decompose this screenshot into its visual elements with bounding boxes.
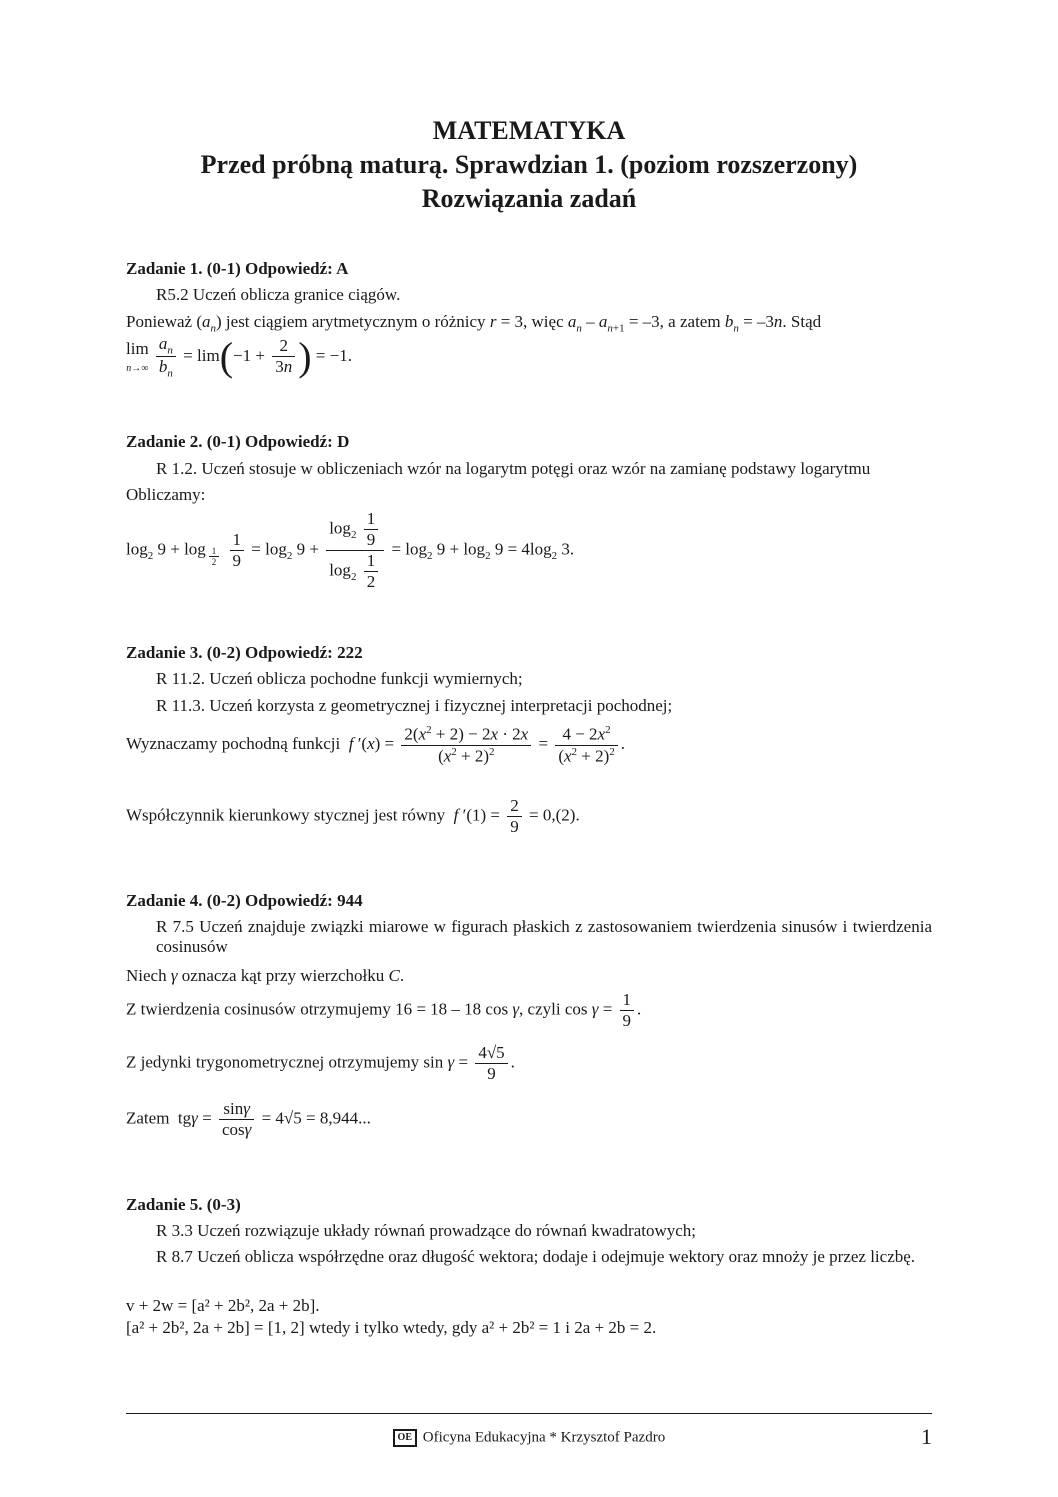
page-title: MATEMATYKA — [432, 116, 626, 145]
task-2-text: Obliczamy: — [126, 485, 206, 504]
footer — [0, 1429, 1058, 1447]
task-4-line-3: Z jedynki trygonometrycznej otrzymujemy sin γ = $\frac{4√5}{9}$ . — [126, 1043, 515, 1083]
task-4-requirement: R 7.5 Uczeń znajduje związki miarowe w figurach płaskich z zastosowaniem twierdzenia sinusów i twierdzenia cosinusów — [156, 917, 932, 956]
task-5-requirement-1: R 3.3 Uczeń rozwiązuje układy równań prowadzące do równań kwadratowych; — [156, 1221, 697, 1240]
page-subtitle-2: Rozwiązania zadań — [421, 184, 637, 213]
task-3-heading: Zadanie 3. (0-2) Odpowiedź: 222 — [126, 643, 363, 662]
task-1-heading: Zadanie 1. (0-1) Odpowiedź: A — [126, 259, 349, 278]
task-1-requirement: R5.2 Uczeń oblicza granice ciągów. — [156, 285, 401, 304]
page-number: 1 — [921, 1424, 932, 1449]
publisher-name: Oficyna Edukacyjna * Krzysztof Pazdro — [422, 1429, 666, 1446]
task-1-text: Ponieważ $(a_n)$ jest ciągiem arytmetycznym o różnicy r = 3, więc $a_n - a_{n+1} = -3$, a zatem $b_n = -3n$. Stąd — [126, 312, 822, 335]
task-2-formula: $\log_2 9 + \log$ $_{\frac{1}{2}}$ $\frac{1}{9}$ = $\log_2 9$ + $\log_2$ $\frac{1}{9}$ $\log_2$ $\frac{1}{2}$ = $\log_2 9 + \log_2 9 = 4\log_2$ 3. — [126, 509, 575, 591]
task-3-text-2: Współczynnik kierunkowy stycznej jest równy — [126, 805, 446, 825]
task-5-line-1: v + 2w = [a² + 2b², 2a + 2b]. — [126, 1296, 320, 1315]
task-4-line-1: Niech γ oznacza kąt przy wierzchołku C. — [126, 966, 405, 985]
task-3-derivative: Wyznaczamy pochodną funkcji f ′(x) = $\frac{2(x^2 + 2) - 2x \cdot 2x}{(x^2 + 2)^2}$ = $\frac{4 - 2x^2}{(x^2 + 2)^2}$ . — [126, 724, 626, 766]
task-5-heading: Zadanie 5. (0-3) — [126, 1195, 241, 1214]
task-5-line-2: [a² + 2b², 2a + 2b] = [1, 2] wtedy i tylko wtedy, gdy a² + 2b² = 1 i 2a + 2b = 2. — [126, 1318, 657, 1337]
task-3-text-1: Wyznaczamy pochodną funkcji — [126, 734, 341, 754]
page-subtitle: Przed próbną maturą. Sprawdzian 1. (poziom rozszerzony) — [200, 150, 858, 179]
task-4-line-2: Z twierdzenia cosinusów otrzymujemy 16 = 18 – 18 cos γ, czyli cos γ = $\frac{1}{9}$ . — [126, 990, 642, 1030]
task-1-formula: lim n→∞ $\frac{a_n}{b_n}$ = lim(−1 + $\frac{2}{3n}$ ) = −1. — [126, 333, 352, 380]
task-3-slope: Współczynnik kierunkowy stycznej jest równy f ′(1) = $\frac{2}{9}$ = 0,(2). — [126, 796, 580, 836]
footer-rule — [126, 1413, 932, 1414]
task-2-heading: Zadanie 2. (0-1) Odpowiedź: D — [126, 432, 350, 451]
publisher-logo-icon: OE — [393, 1429, 417, 1447]
task-4-heading: Zadanie 4. (0-2) Odpowiedź: 944 — [126, 891, 363, 910]
task-3-requirement-2: R 11.3. Uczeń korzysta z geometrycznej i fizycznej interpretacji pochodnej; — [156, 696, 673, 715]
task-3-requirement-1: R 11.2. Uczeń oblicza pochodne funkcji wymiernych; — [156, 669, 523, 688]
task-4-line-4: Zatem tgγ = $\frac{\sin\gamma}{\cos\gamma}$ = 4√5 = 8,944... — [126, 1099, 371, 1139]
task-2-requirement: R 1.2. Uczeń stosuje w obliczeniach wzór na logarytm potęgi oraz wzór na zamianę podstawy logarytmu — [156, 459, 871, 478]
task-5-requirement-2: R 8.7 Uczeń oblicza współrzędne oraz długość wektora; dodaje i odejmuje wektory oraz mnoży je przez liczbę. — [156, 1247, 916, 1266]
